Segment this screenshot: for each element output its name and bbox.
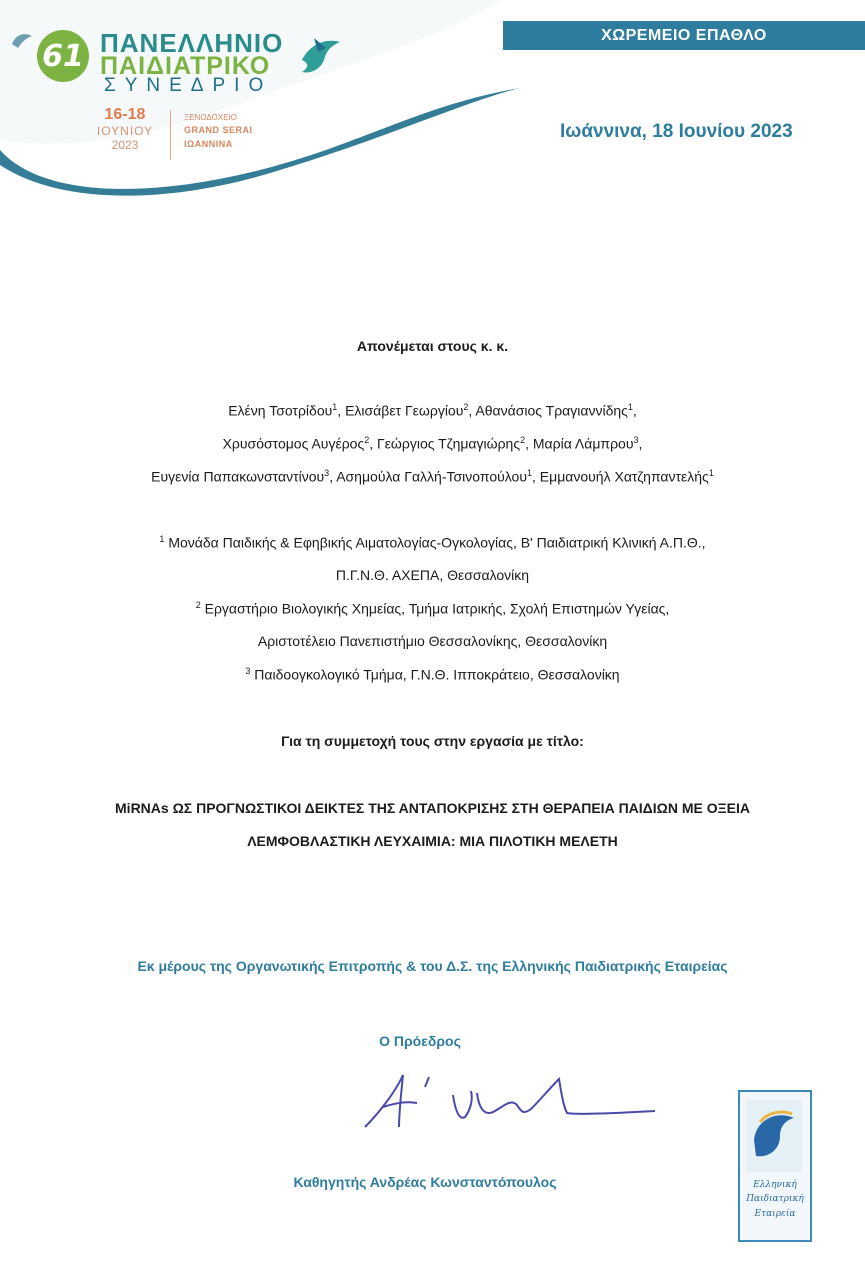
author: Ελένη Τσοτρίδου — [228, 402, 333, 419]
affiliation-text: Μονάδα Παιδικής & Εφηβικής Αιματολογίας-Ογκολογίας, Β' Παιδιατρική Κλινική Α.Π.Θ., — [168, 534, 706, 551]
work-title-line-2: ΛΕΜΦΟΒΛΑΣΤΙΚΗ ΛΕΥΧΑΙΜΙΑ: ΜΙΑ ΠΙΛΟΤΙΚΗ ΜΕΛΕΤΗ — [247, 833, 618, 849]
venue-city: ΙΩΑΝΝΙΝΑ — [184, 138, 233, 149]
authors-line-1 — [0, 402, 865, 419]
affiliation-line — [0, 633, 865, 649]
affiliation-line — [0, 534, 865, 551]
author-sup: 2 — [520, 435, 526, 445]
author: Ελισάβετ Γεωργίου — [345, 402, 464, 419]
brand-line-2: ΠΑΙΔΙΑΤΡΙΚΟ — [100, 52, 271, 80]
authors-line-3 — [0, 468, 865, 485]
author-sup: 2 — [364, 435, 370, 445]
author-sup: 3 — [324, 468, 330, 478]
work-title-line-1: MiRNAs ΩΣ ΠΡΟΓΝΩΣΤΙΚΟΙ ΔΕΙΚΤΕΣ ΤΗΣ ΑΝΤΑΠΟΚΡΙΣΗΣ ΣΤΗ ΘΕΡΑΠΕΙΑ ΠΑΙΔΙΩΝ ΜΕ ΟΞΕΙΑ — [115, 800, 750, 816]
president-role: Ο Πρόεδρος — [379, 1033, 461, 1049]
author-separator: , — [525, 435, 533, 452]
participation-text: Για τη συμμετοχή τους στην εργασία με τίτλο: — [281, 733, 584, 749]
seal-text-line: Ελληνική — [753, 1180, 797, 1190]
affiliation-line — [0, 600, 865, 617]
affiliation-text: Αριστοτέλειο Πανεπιστήμιο Θεσσαλονίκης, Θεσσαλονίκη — [257, 633, 608, 649]
author-separator: , — [337, 402, 346, 419]
dates-month: ΙΟΥΝΙΟΥ — [96, 124, 154, 138]
seal-emblem-icon — [746, 1100, 802, 1172]
author: Αθανάσιος Τραγιαννίδης — [475, 402, 628, 419]
author-sup: 2 — [463, 402, 469, 412]
author-separator: , — [329, 468, 337, 485]
affiliation-text: Π.Γ.Ν.Θ. ΑΧΕΠΑ, Θεσσαλονίκη — [335, 567, 530, 583]
author: Γεώργιος Τζημαγιώρης — [376, 435, 521, 452]
dates-year: 2023 — [111, 138, 139, 152]
congress-venue — [184, 112, 253, 151]
author-sup: 1 — [708, 468, 714, 478]
affiliation-sup: 2 — [195, 600, 201, 610]
affiliation-text: Παιδοογκολογικό Τμήμα, Γ.Ν.Θ. Ιπποκράτειο, Θεσσαλονίκη — [254, 666, 620, 683]
author: Ευγενία Παπακωνσταντίνου — [151, 468, 325, 485]
author: Χρυσόστομος Αυγέρος — [222, 435, 365, 452]
affiliation-sup: 1 — [159, 534, 165, 544]
brand-line-3: ΣΥΝΕΔΡΙΟ — [104, 75, 273, 96]
on-behalf-text: Εκ μέρους της Οργανωτικής Επιτροπής & του Δ.Σ. της Ελληνικής Παιδιατρικής Εταιρείας — [137, 958, 728, 974]
author-sup: 1 — [627, 402, 633, 412]
place-date: Ιωάννινα, 18 Ιουνίου 2023 — [560, 121, 793, 142]
author-separator: , — [468, 402, 476, 419]
author-separator: , — [532, 468, 540, 485]
author-sup: 3 — [633, 435, 639, 445]
authors-line-2 — [0, 435, 865, 452]
affiliation-text: Εργαστήριο Βιολογικής Χημείας, Τμήμα Ιατρικής, Σχολή Επιστημών Υγείας, — [204, 600, 670, 617]
award-title-banner: ΧΩΡΕΜΕΙΟ ΕΠΑΘΛΟ — [503, 21, 865, 50]
seal-text-line: Εταιρεία — [754, 1208, 796, 1219]
congress-logo: 61 — [37, 30, 89, 82]
header-divider — [170, 110, 171, 160]
affiliation-line — [0, 666, 865, 683]
society-seal — [738, 1090, 812, 1242]
brand-line-1: ΠΑΝΕΛΛΗΝΙΟ — [100, 28, 284, 58]
venue-label: ΞΕΝΟΔΟΧΕΙΟ — [184, 113, 237, 122]
author-separator: , — [369, 435, 377, 452]
author-separator: , — [638, 435, 643, 452]
seal-text — [740, 1178, 810, 1221]
author-sup: 1 — [527, 468, 533, 478]
awarded-to-heading: Απονέμεται στους κ. κ. — [356, 338, 509, 354]
author: Μαρία Λάμπρου — [532, 435, 634, 452]
author-sup: 1 — [332, 402, 338, 412]
author: Εμμανουήλ Χατζηπαντελής — [539, 468, 709, 485]
affiliation-sup: 3 — [245, 666, 251, 676]
dates-days: 16-18 — [104, 106, 146, 123]
congress-dates — [90, 106, 160, 152]
author-separator: , — [632, 402, 637, 419]
venue-name: GRAND SERAI — [184, 125, 253, 135]
author: Ασημούλα Γαλλή-Τσινοπούλου — [336, 468, 527, 485]
signer-name: Καθηγητής Ανδρέας Κωνσταντόπουλος — [293, 1174, 557, 1190]
signature — [355, 1065, 665, 1135]
seal-text-line: Παιδιατρική — [746, 1194, 804, 1205]
affiliation-line — [0, 567, 865, 583]
bird-icon-left — [10, 30, 34, 50]
dove-icon — [296, 30, 346, 80]
